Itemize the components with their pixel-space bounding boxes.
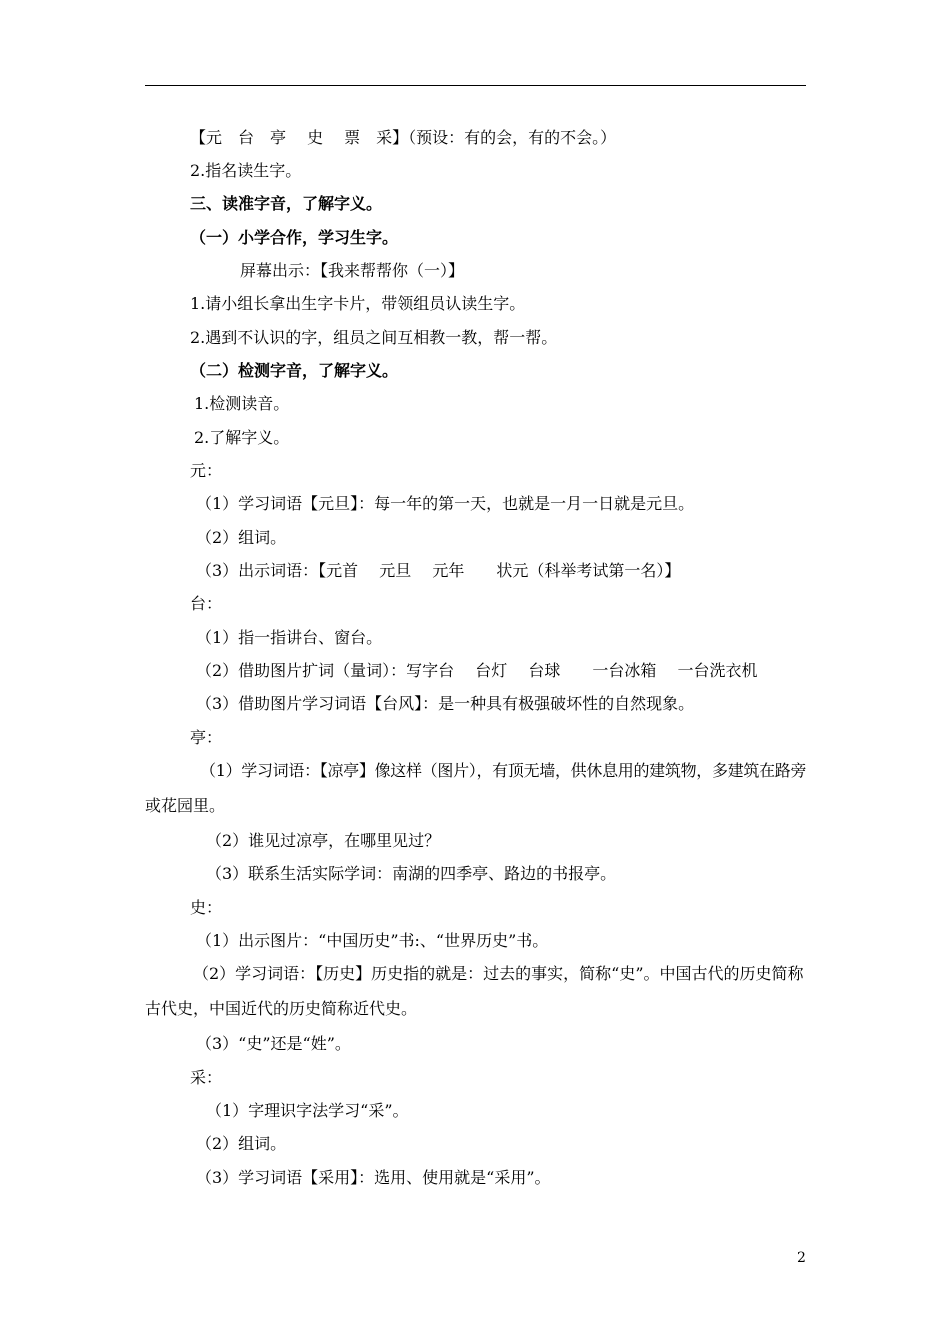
text-line: 古代史，中国近代的历史简称近代史。 (145, 999, 418, 1018)
text-line: 2.指名读生字。 (190, 161, 302, 180)
text-line: 1.请小组长拿出生字卡片，带领组员认读生字。 (190, 294, 526, 313)
text-line: （2）组词。 (196, 528, 287, 547)
text-line: （3）联系生活实际学词：南湖的四季亭、路边的书报亭。 (206, 864, 617, 883)
text-line: （2）组词。 (196, 1134, 287, 1153)
text-line: （2）借助图片扩词（量词）：写字台 台灯 台球 一台冰箱 一台洗衣机 (196, 661, 758, 680)
text-line: （1）指一指讲台、窗台。 (196, 628, 383, 647)
text-line: （2）谁见过凉亭，在哪里见过？ (206, 831, 441, 850)
text-line: （1）学习词语：【凉亭】像这样（图片），有顶无墙，供休息用的建筑物，多建筑在路旁 (200, 761, 807, 780)
text-line: 1.检测读音。 (194, 394, 290, 413)
char-list-line: 【元 台 亭 史 票 采】（预设：有的会，有的不会。） (190, 128, 617, 147)
character-heading: 元： (190, 461, 223, 480)
header-rule (145, 85, 806, 86)
page-number: 2 (797, 1250, 806, 1266)
section-heading: 三、读准字音，了解字义。 (190, 194, 383, 213)
text-line: （1）出示图片：“中国历史”书:、“世界历史”书。 (196, 931, 549, 950)
character-heading: 史： (190, 898, 223, 917)
text-line: （3）出示词语：【元首 元旦 元年 状元（科举考试第一名）】 (196, 561, 681, 580)
subsection-heading: （二）检测字音，了解字义。 (190, 361, 399, 380)
text-line: （3）学习词语【采用】：选用、使用就是“采用”。 (196, 1168, 551, 1187)
character-heading: 亭： (190, 728, 223, 747)
text-line: 或花园里。 (145, 796, 226, 815)
text-line: （3）借助图片学习词语【台风】：是一种具有极强破坏性的自然现象。 (196, 694, 695, 713)
text-line: （3）“史”还是“姓”。 (196, 1034, 351, 1053)
character-heading: 采： (190, 1068, 223, 1087)
text-line: 2.遇到不认识的字，组员之间互相教一教，帮一帮。 (190, 328, 558, 347)
text-line: （2）学习词语：【历史】历史指的就是：过去的事实，简称“史”。中国古代的历史简称 (193, 964, 804, 983)
subsection-heading: （一）小学合作，学习生字。 (190, 228, 399, 247)
text-line: 2.了解字义。 (194, 428, 290, 447)
character-heading: 台： (190, 594, 223, 613)
text-line: （1）学习词语【元旦】：每一年的第一天，也就是一月一日就是元旦。 (196, 494, 695, 513)
text-line: 屏幕出示：【我来帮帮你（一）】 (240, 261, 465, 280)
text-line: （1）字理识字法学习“采”。 (206, 1101, 409, 1120)
